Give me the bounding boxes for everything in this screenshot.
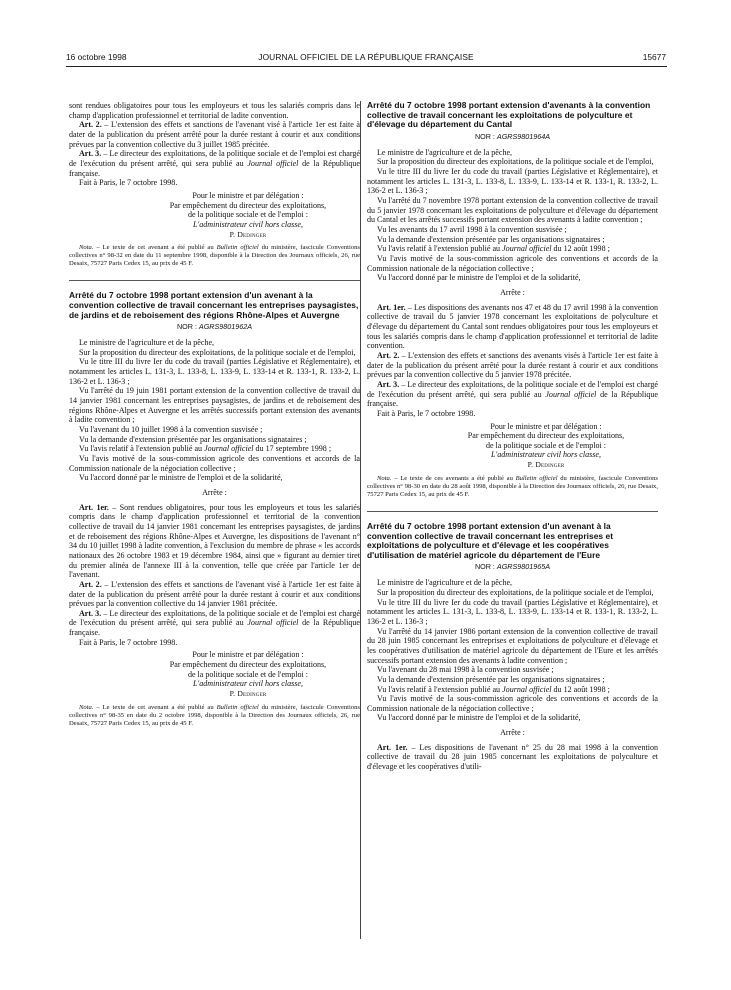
nota-label: Nota. <box>377 474 392 482</box>
journal-officiel-ref: Journal officiel <box>502 684 552 694</box>
article-label: Art. 1er. <box>79 502 109 512</box>
arrete-heading: Arrête : <box>202 487 227 497</box>
preamble-paragraph: Vu les avenants du 17 avril 1998 à la convention susvisée ; <box>377 225 567 235</box>
article-text: – Les dispositions des avenants nos 47 et 48 du 17 avril 1998 à la convention collective de travail du 5 janvier 1978 concernant les exploitations de polyculture et d'élevage du département du Cantal sont rendues obligatoires pour tous les employeurs et tous les salariés compris dans le champ d'application professionnel et territorial de ladite convention. <box>367 302 658 351</box>
bulletin-officiel-ref: Bulletin officiel <box>216 244 259 252</box>
signature-line: Par empêchement du directeur des exploitations, <box>169 200 327 210</box>
continued-article-3 <box>69 149 360 178</box>
signature-date: Fait à Paris, le 7 octobre 1998. <box>377 408 476 418</box>
decree-title: Arrêté du 7 octobre 1998 portant extension d'un avenant à la convention collective de travail concernant les entreprises et exploitations de polyculture et d'élevage et les coopératives d'utilisation de matériel agricole du département de l'Eure <box>367 520 614 560</box>
arrete-heading: Arrête : <box>500 728 525 738</box>
journal-title: JOURNAL OFFICIEL DE LA RÉPUBLIQUE FRANÇAISE <box>258 52 474 62</box>
signature-line: Pour le ministre et par délégation : <box>192 190 304 200</box>
header-rule <box>66 66 667 67</box>
preamble-paragraph: Vu l'avenant du 10 juillet 1998 à la convention susvisée ; <box>79 425 263 435</box>
article-label: Art. 3. <box>79 608 102 618</box>
section-separator <box>69 280 360 281</box>
article-1 <box>69 503 360 580</box>
nor-reference: NOR : AGRS9801962A <box>176 322 253 332</box>
preamble-paragraph: Sur la proposition du directeur des exploitations, de la politique sociale et de l'emploi, <box>377 157 654 167</box>
preamble-paragraph: Vu l'avis relatif à l'extension publié au Journal officiel du 12 août 1998 ; <box>377 244 610 254</box>
article-text-end: de la République française. <box>367 389 658 409</box>
preamble-paragraph: Vu l'avis relatif à l'extension publié au Journal officiel du 17 septembre 1998 ; <box>79 444 332 454</box>
article-text: – L'extension des effets et sanctions des avenants visés à l'article 1er est faite à dater de la publication du présent arrêté pour la durée restant à courir et aux conditions prévues par la convention collective du 5 janvier 1978 précitée. <box>367 350 658 380</box>
preamble-paragraph: Vu l'arrêté du 19 juin 1981 portant extension de la convention collective de travail du 14 janvier 1981 concernant les entreprises paysagistes, de jardins et de reboisement des régions Rhône-Alpes et Auvergne et les arrêtés successifs portant extension des avenants à ladite convention ; <box>69 386 360 425</box>
continued-article-2 <box>69 120 360 149</box>
column-divider <box>360 101 361 939</box>
page-header <box>66 52 666 66</box>
bulletin-officiel-ref: Bulletin officiel <box>216 703 259 711</box>
preamble-paragraph: Vu l'avis motivé de la sous-commission agricole des conventions et accords de la Commission nationale de la négociation collective ; <box>367 694 658 713</box>
signature-line: de la politique sociale et de l'emploi : <box>187 210 309 220</box>
signature-line: de la politique sociale et de l'emploi : <box>187 669 309 679</box>
article-1 <box>367 743 658 772</box>
signature-line: Par empêchement du directeur des exploitations, <box>169 660 327 670</box>
article-text: – Sont rendues obligatoires, pour tous les employeurs et tous les salariés compris dans le champ d'application professionnel et territorial de la convention collective de travail du 14 janvier 1981 concernant les entreprises paysagistes, de jardins et de reboisement des régions Rhône-Alpes et Auvergne, les dispositions de l'avenant n° 34 du 10 juillet 1998 à ladite convention, à l'exclusion du membre de phrase « les accords nationaux des 26 octobre 1983 et 19 décembre 1984, ainsi que » figurant au dernier tiret du premier alinéa de l'annexe III à la convention, telle que créée par l'article 1er de l'avenant. <box>69 502 361 580</box>
preamble-paragraph: Le ministre de l'agriculture et de la pêche, <box>79 338 215 348</box>
preamble-paragraph: Vu l'accord donné par le ministre de l'emploi et de la solidarité, <box>377 273 581 283</box>
article-text: – Le directeur des exploitations, de la politique sociale et de l'emploi est chargé de l'exécution du présent arrêté, qui sera publié au <box>69 149 360 168</box>
preamble-paragraph: Vu l'accord donné par le ministre de l'emploi et de la solidarité, <box>79 473 283 483</box>
article-2 <box>69 580 360 609</box>
article-text-end: de la République française. <box>69 158 360 178</box>
article-label: Art. 2. <box>79 579 102 589</box>
nota-note: Nota. – Le texte de cet avenant a été publié au Bulletin officiel du ministère, fascicule Conventions collectives n° 98-35 en date du 2 octobre 1998, disponible à la Direction des Journaux officiels, 26, rue Desaix, 75727 Paris Cedex 15, au prix de 45 F. <box>69 703 360 727</box>
preamble-paragraph: Vu le titre III du livre Ier du code du travail (parties Législative et Réglementaire), et notamment les articles L. 131-3, L. 133-8, L. 133-9, L. 133-14 et R. 133-1, R. 133-2, L. 136-2 et L. 136-3 ; <box>367 597 658 626</box>
signature-line: Par empêchement du directeur des exploitations, <box>467 431 625 441</box>
nota-label: Nota. <box>79 244 94 252</box>
preamble-paragraph: Vu la demande d'extension présentée par les organisations signataires ; <box>377 234 605 244</box>
preamble-paragraph: Vu l'arrêté du 14 janvier 1986 portant extension de la convention collective de travail du 28 juin 1985 concernant les entreprises et exploitations de polyculture et d'élevage et les coopératives d'utilisation de matériel agricole du département de l'Eure et les arrêtés successifs portant extension des avenants à ladite convention ; <box>367 626 658 665</box>
preamble-paragraph: Vu l'accord donné par le ministre de l'emploi et de la solidarité, <box>377 713 581 723</box>
article-text: – L'extension des effets et sanctions de l'avenant visé à l'article 1er est faite à dater de la publication du présent arrêté pour la durée restant à courir et aux conditions prévues par la convention collective du 14 janvier 1981 précitée. <box>69 579 360 609</box>
article-label: Art. 3. <box>377 379 400 389</box>
signature-line: Pour le ministre et par délégation : <box>192 650 304 660</box>
article-3 <box>69 609 360 638</box>
journal-officiel-ref: Journal officiel <box>247 618 299 628</box>
nota-note: Nota. – Le texte de ces avenants a été publié au Bulletin officiel du ministère, fascicule Conventions collectives n° 98-30 en date du 28 août 1998, disponible à la Direction des Journaux officiels, 26, rue Desaix, 75727 Paris Cedex 15, au prix de 45 F. <box>367 474 658 498</box>
preamble-paragraph: Vu l'arrêté du 7 novembre 1978 portant extension de la convention collective de travail du 5 janvier 1978 concernant les exploitations de polyculture et d'élevage du département du Cantal et les arrêtés successifs portant extension des avenants à ladite convention ; <box>367 196 658 225</box>
page-number: 15677 <box>642 52 666 62</box>
article-text: – L'extension des effets et sanctions de l'avenant visé à l'article 1er est faite à dater de la publication du présent arrêté pour la durée restant à courir et aux conditions prévues par la convention collective du 3 juillet 1985 précitée. <box>69 120 360 149</box>
signature-date: Fait à Paris, le 7 octobre 1998. <box>79 178 178 188</box>
signature-line: L'administrateur civil hors classe, <box>193 679 303 689</box>
nota-label: Nota. <box>79 703 94 711</box>
nota-note: Nota. – Le texte de cet avenant a été publié au Bulletin officiel du ministère, fascicule Conventions collectives n° 98-32 en date du 11 septembre 1998, disponible à la Direction des Journaux officiels, 26, rue Desaix, 75727 Paris Cedex 15, au prix de 45 F. <box>69 244 360 268</box>
preamble-paragraph: Vu la demande d'extension présentée par les organisations signataires ; <box>79 434 307 444</box>
journal-officiel-ref: Journal officiel <box>204 444 254 454</box>
decree-title: Arrêté du 7 octobre 1998 portant extension d'avenants à la convention collective de travail concernant les exploitations de polyculture et d'élevage du département du Cantal <box>367 100 651 130</box>
right-column <box>367 101 658 772</box>
preamble-paragraph: Le ministre de l'agriculture et de la pêche, <box>377 578 513 588</box>
signatory-name: P. Dedinger <box>229 689 267 699</box>
article-text: – Le directeur des exploitations, de la politique sociale et de l'emploi est chargé de l'exécution du présent arrêté, qui sera publié au <box>69 608 360 628</box>
signature-date: Fait à Paris, le 7 octobre 1998. <box>79 637 178 647</box>
bulletin-officiel-ref: Bulletin officiel <box>515 474 558 482</box>
decree-title: Arrêté du 7 octobre 1998 portant extension d'un avenant à la convention collective de travail concernant les entreprises paysagistes, de jardins et de reboisement des régions Rhône-Alpes et Auvergne <box>69 290 359 320</box>
article-label: Art. 3. <box>79 149 102 159</box>
article-2 <box>367 351 658 380</box>
continued-paragraph: sont rendues obligatoires pour tous les employeurs et tous les salariés compris dans le champ d'application professionnel et territorial de ladite convention. <box>69 101 360 120</box>
signature-line: de la politique sociale et de l'emploi : <box>485 440 607 450</box>
preamble-paragraph: Vu le titre III du livre Ier du code du travail (parties Législative et Réglementaire), et notamment les articles L. 131-3, L. 133-8, L. 133-9, L. 133-14 et R. 133-1, R. 133-2, L. 136-2 et L. 136-3 ; <box>69 357 360 386</box>
preamble-paragraph: Sur la proposition du directeur des exploitations, de la politique sociale et de l'emploi, <box>377 587 654 597</box>
signatory-name: P. Dedinger <box>229 229 267 239</box>
preamble-paragraph: Vu l'avis motivé de la sous-commission agricole des conventions et accords de la Commission nationale de la négociation collective ; <box>367 254 658 273</box>
preamble-paragraph: Vu l'avis relatif à l'extension publié au Journal officiel du 12 août 1998 ; <box>377 684 610 694</box>
article-text-end: de la République française. <box>69 618 360 638</box>
article-1 <box>367 303 658 351</box>
article-label: Art. 2. <box>79 120 102 130</box>
article-label: Art. 2. <box>377 350 400 360</box>
article-3 <box>367 380 658 409</box>
preamble-paragraph: Vu le titre III du livre Ier du code du travail (parties Législative et Réglementaire), et notamment les articles L. 131-3, L. 133-8, L. 133-9, L. 133-14 et R. 133-1, R. 133-2, L. 136-2 et L. 136-3 ; <box>367 167 658 196</box>
journal-officiel-ref: Journal officiel <box>247 158 299 168</box>
preamble-paragraph: Sur la proposition du directeur des exploitations, de la politique sociale et de l'emploi, <box>79 347 356 357</box>
left-column <box>69 101 360 728</box>
journal-officiel-ref: Journal officiel <box>502 244 552 254</box>
preamble-paragraph: Vu l'avis motivé de la sous-commission agricole des conventions et accords de la Commission nationale de la négociation collective ; <box>69 453 360 473</box>
signature-line: Pour le ministre et par délégation : <box>490 421 602 431</box>
signature-line: L'administrateur civil hors classe, <box>491 450 601 460</box>
preamble-paragraph: Vu la demande d'extension présentée par les organisations signataires ; <box>377 674 605 684</box>
article-text: – Le directeur des exploitations, de la politique sociale et de l'emploi est chargé de l'exécution du présent arrêté, qui sera publié au <box>367 379 658 399</box>
nor-reference: NOR : AGRS9801964A <box>474 131 551 141</box>
article-text: – Les dispositions de l'avenant n° 25 du 28 mai 1998 à la convention collective de travail du 28 juin 1985 concernant les exploitations de polyculture et d'élevage et les coopératives d'utili- <box>367 742 658 772</box>
preamble-paragraph: Le ministre de l'agriculture et de la pêche, <box>377 147 513 157</box>
section-separator <box>367 511 658 512</box>
article-label: Art. 1er. <box>377 742 408 752</box>
signature-line: L'administrateur civil hors classe, <box>193 219 303 229</box>
signatory-name: P. Dedinger <box>527 460 565 470</box>
issue-date: 16 octobre 1998 <box>66 52 127 62</box>
arrete-heading: Arrête : <box>500 287 525 297</box>
preamble-paragraph: Vu l'avenant du 28 mai 1998 à la convention susvisée ; <box>377 665 554 675</box>
nor-reference: NOR : AGRS9801965A <box>474 562 551 572</box>
article-label: Art. 1er. <box>377 302 406 312</box>
journal-officiel-ref: Journal officiel <box>545 389 597 399</box>
